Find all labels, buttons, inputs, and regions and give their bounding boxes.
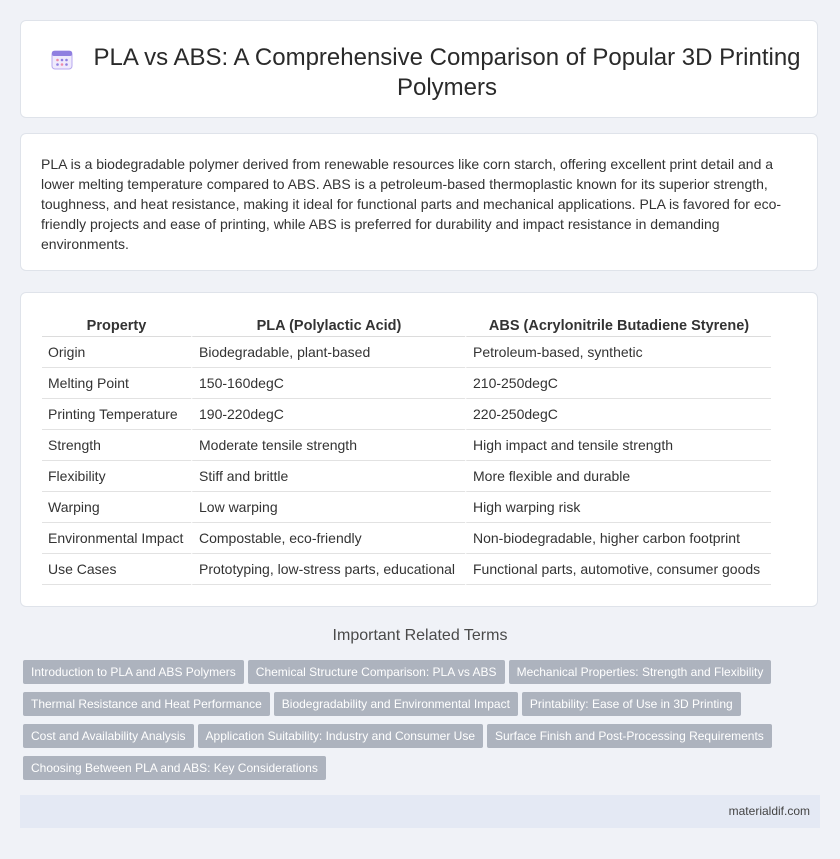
table-row: [42, 523, 771, 554]
related-term-tag[interactable]: Printability: Ease of Use in 3D Printing: [522, 692, 741, 716]
row-pla-value: Biodegradable, plant-based: [191, 337, 465, 368]
related-term-tag[interactable]: Mechanical Properties: Strength and Flexibility: [509, 660, 772, 684]
row-pla-value: Prototyping, low-stress parts, educational: [191, 554, 465, 585]
row-abs-value: 220-250degC: [465, 399, 771, 430]
table-row: [42, 492, 771, 523]
row-abs-value: High warping risk: [465, 492, 771, 523]
row-pla-value: Low warping: [191, 492, 465, 523]
row-property: Printing Temperature: [42, 399, 191, 430]
row-pla-value: 190-220degC: [191, 399, 465, 430]
row-property: Melting Point: [42, 368, 191, 399]
table-row: [42, 399, 771, 430]
comparison-table: [42, 315, 771, 585]
page-title: PLA vs ABS: A Comprehensive Comparison of Popular 3D Printing Polymers: [93, 44, 801, 101]
row-property: Warping: [42, 492, 191, 523]
intro-card: [20, 133, 818, 271]
table-row: [42, 337, 771, 368]
row-abs-value: Petroleum-based, synthetic: [465, 337, 771, 368]
row-abs-value: Functional parts, automotive, consumer goods: [465, 554, 771, 585]
title-card: [20, 20, 818, 118]
footer: [20, 795, 820, 828]
row-pla-value: Moderate tensile strength: [191, 430, 465, 461]
comparison-table-card: [20, 292, 818, 607]
table-header-row: [42, 315, 771, 337]
row-property: Flexibility: [42, 461, 191, 492]
related-term-tag[interactable]: Biodegradability and Environmental Impact: [274, 692, 518, 716]
calendar-icon: [51, 48, 73, 70]
table-row: [42, 368, 771, 399]
row-property: Strength: [42, 430, 191, 461]
header-abs: ABS (Acrylonitrile Butadiene Styrene): [465, 315, 771, 337]
table-row: [42, 461, 771, 492]
related-terms-title: Important Related Terms: [332, 627, 508, 644]
row-property: Environmental Impact: [42, 523, 191, 554]
related-term-tag[interactable]: Surface Finish and Post-Processing Requirements: [487, 724, 772, 748]
table-row: [42, 430, 771, 461]
row-abs-value: Non-biodegradable, higher carbon footprint: [465, 523, 771, 554]
row-abs-value: 210-250degC: [465, 368, 771, 399]
table-row: [42, 554, 771, 585]
related-terms-tags: [23, 660, 803, 788]
row-property: Use Cases: [42, 554, 191, 585]
footer-site-link[interactable]: materialdif.com: [728, 804, 810, 818]
row-pla-value: 150-160degC: [191, 368, 465, 399]
row-property: Origin: [42, 337, 191, 368]
header-pla: PLA (Polylactic Acid): [191, 315, 465, 337]
header-property: Property: [42, 315, 191, 337]
related-term-tag[interactable]: Cost and Availability Analysis: [23, 724, 194, 748]
related-term-tag[interactable]: Choosing Between PLA and ABS: Key Considerations: [23, 756, 326, 780]
row-abs-value: More flexible and durable: [465, 461, 771, 492]
related-term-tag[interactable]: Introduction to PLA and ABS Polymers: [23, 660, 244, 684]
row-abs-value: High impact and tensile strength: [465, 430, 771, 461]
related-term-tag[interactable]: Chemical Structure Comparison: PLA vs ABS: [248, 660, 505, 684]
row-pla-value: Stiff and brittle: [191, 461, 465, 492]
row-pla-value: Compostable, eco-friendly: [191, 523, 465, 554]
related-term-tag[interactable]: Thermal Resistance and Heat Performance: [23, 692, 270, 716]
related-term-tag[interactable]: Application Suitability: Industry and Consumer Use: [198, 724, 483, 748]
intro-paragraph: PLA is a biodegradable polymer derived from renewable resources like corn starch, offering excellent print detail and a lower melting temperature compared to ABS. ABS is a petroleum-based thermoplastic known for its superior strength, toughness, and heat resistance, making it ideal for functional parts and mechanical applications. PLA is favored for eco-friendly projects and ease of printing, while ABS is preferred for durability and impact resistance in demanding environments.: [41, 156, 782, 252]
